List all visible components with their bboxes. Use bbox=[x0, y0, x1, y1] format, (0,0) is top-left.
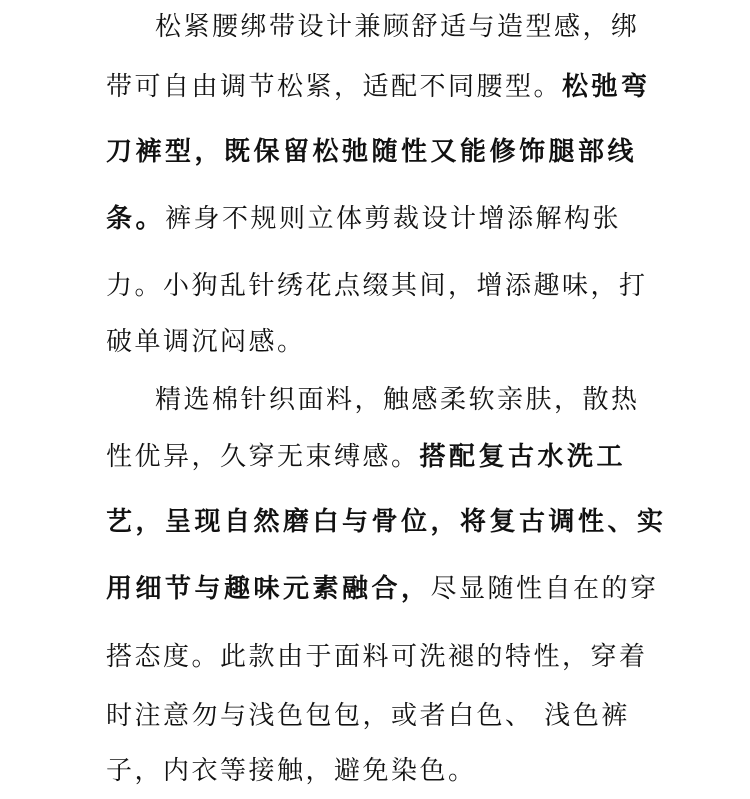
paragraph-1-line-3 bbox=[0, 132, 750, 172]
paragraph-2-line-3 bbox=[0, 502, 750, 542]
text-segment: 力。小狗乱针绣花点缀其间，增添趣味，打 bbox=[106, 271, 648, 301]
paragraph-2-line-4 bbox=[0, 569, 750, 609]
text-segment: 精选棉针织面料，触感柔软亲肤，散热 bbox=[155, 385, 640, 415]
text-segment: 带可自由调节松紧，适配不同腰型。 bbox=[106, 72, 563, 102]
bold-text-segment: 用细节与趣味元素融合， bbox=[106, 574, 431, 604]
text-segment: 裤身不规则立体剪裁设计增添解构张 bbox=[165, 204, 622, 234]
text-segment: 搭态度。此款由于面料可洗褪的特性，穿着 bbox=[106, 642, 648, 672]
paragraph-1-line-6 bbox=[0, 322, 750, 362]
paragraph-2-line-1 bbox=[0, 380, 750, 420]
paragraph-1-line-1 bbox=[0, 7, 750, 47]
bold-text-segment: 刀裤型，既保留松弛随性又能修饰腿部线 bbox=[106, 137, 638, 167]
text-segment: 尽显随性自在的穿 bbox=[430, 574, 659, 604]
paragraph-2-line-7 bbox=[0, 751, 750, 791]
bold-text-segment: 松弛弯 bbox=[562, 72, 651, 102]
paragraph-2-line-2 bbox=[0, 437, 750, 477]
bold-text-segment: 搭配复古水洗工 bbox=[419, 442, 627, 472]
paragraph-1-line-5 bbox=[0, 266, 750, 306]
text-segment: 时注意勿与浅色包包，或者白色、 浅色裤 bbox=[106, 701, 630, 731]
bold-text-segment: 条。 bbox=[106, 204, 166, 234]
paragraph-1-line-4 bbox=[0, 199, 750, 239]
paragraph-1-line-2 bbox=[0, 67, 750, 107]
bold-text-segment: 艺，呈现自然磨白与骨位，将复古调性、实 bbox=[106, 507, 667, 537]
text-segment: 松紧腰绑带设计兼顾舒适与造型感，绑 bbox=[155, 12, 640, 42]
paragraph-2-line-6 bbox=[0, 696, 750, 736]
paragraph-2-line-5 bbox=[0, 637, 750, 677]
text-segment: 破单调沉闷感。 bbox=[106, 327, 306, 357]
text-segment: 性优异，久穿无束缚感。 bbox=[106, 442, 420, 472]
text-segment: 子，内衣等接触，避免染色。 bbox=[106, 756, 477, 786]
